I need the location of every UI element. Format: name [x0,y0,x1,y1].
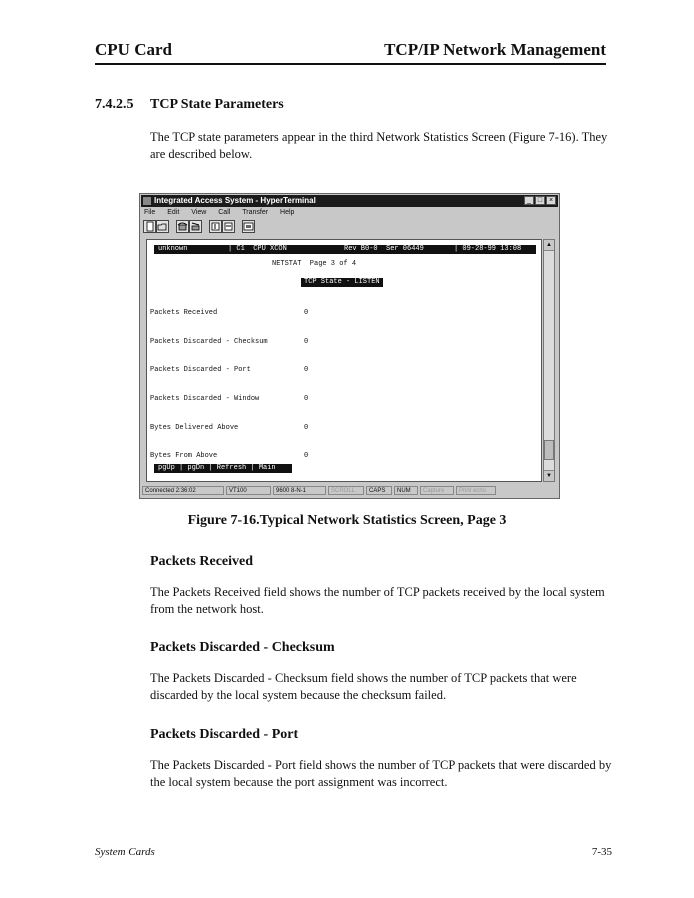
menu-transfer[interactable]: Transfer [242,209,269,216]
terminal-screen-title: NETSTAT Page 3 of 4 [272,260,357,268]
header-rule [95,63,606,65]
param-label [150,481,200,482]
param-value: 0 [304,395,309,404]
param-row [150,395,309,405]
status-print-echo: Print echo [456,486,496,495]
terminal-date: | 09-28-99 13:08 [454,245,522,253]
open-icon[interactable] [156,220,169,233]
param-row [150,481,175,482]
status-num: NUM [394,486,418,495]
maximize-button[interactable]: □ [535,196,545,205]
subsection-text: The Packets Discarded - Port field shows the number of TCP packets that were discarded by the local system because the port assignment was incorrect. [150,758,612,789]
param-label: Bytes Delivered Above [150,423,239,432]
menu-call[interactable]: Call [218,209,231,216]
terminal-host: unknown [158,245,188,253]
subsection-title: Packets Discarded - Checksum [150,640,335,655]
terminal-rev: Rev B0-0 Ser 06449 [344,245,424,253]
vertical-scrollbar[interactable] [543,239,555,482]
subsection-title: Packets Discarded - Port [150,727,299,742]
window-title: Integrated Access System - HyperTerminal [154,196,316,205]
section-title: TCP State Parameters [150,97,284,112]
param-row [150,452,309,462]
param-value: 0 [304,366,309,375]
terminal-command-keys: pgUp | pgDn | Refresh | Main [158,464,276,472]
subsection-title: Packets Received [150,554,254,569]
status-emulation: VT100 [226,486,271,495]
status-capture: Capture [420,486,454,495]
page-header-left: CPU Card [95,40,172,59]
disconnect-icon[interactable] [189,220,202,233]
menu-file[interactable]: File [144,209,156,216]
menu-help[interactable]: Help [280,209,295,216]
param-value [304,481,308,482]
param-label: Packets Discarded - Port [150,366,251,375]
footer-left: System Cards [95,846,155,858]
receive-icon[interactable] [222,220,235,233]
terminal-bottom-bar [154,464,292,473]
param-label: Packets Discarded - Checksum [150,337,268,346]
terminal-slot: | C1 CPU XCON [228,245,287,253]
status-port-settings: 9600 8-N-1 [273,486,326,495]
section-number: 7.4.2.5 [95,97,134,112]
scroll-up-icon[interactable]: ▲ [544,240,554,251]
subsection-text: The Packets Received field shows the number of TCP packets received by the local system from the network host. [150,585,605,616]
send-icon[interactable] [209,220,222,233]
phone-icon[interactable] [176,220,189,233]
window-titlebar [141,195,558,207]
section-intro: The TCP state parameters appear in the third Network Statistics Screen (Figure 7-16). They are described below. [150,130,608,161]
status-scroll: SCROLL [328,486,364,495]
new-icon[interactable] [143,220,156,233]
terminal-screen[interactable] [146,239,542,482]
page-number: 7-35 [591,846,612,858]
hyperterminal-window [139,193,560,499]
param-value: 0 [304,337,309,346]
minimize-button[interactable]: _ [524,196,534,205]
page-header-right: TCP/IP Network Management [384,40,606,59]
menu-edit[interactable]: Edit [167,209,180,216]
param-row [150,337,309,348]
menu-view[interactable]: View [191,209,207,216]
tcp-state-label: TCP State - LISTEN [301,278,383,287]
param-row [150,423,309,434]
param-label: Bytes From Above [150,452,218,461]
app-icon [143,197,151,205]
param-row [150,366,309,376]
param-value: 0 [304,452,309,461]
param-value: 0 [304,423,309,432]
figure-caption: Figure 7-16.Typical Network Statistics Screen, Page 3 [187,513,507,528]
param-label: Packets Discarded - Window [150,395,260,404]
menu-bar [142,208,302,218]
scroll-thumb[interactable] [544,440,554,460]
status-connected: Connected 2:36:02 [142,486,224,495]
scroll-down-icon[interactable]: ▼ [544,470,554,481]
properties-icon[interactable] [242,220,255,233]
param-value: 0 [304,309,309,318]
param-label: Packets Received [150,309,218,318]
terminal-top-bar [154,245,536,254]
subsection-text: The Packets Discarded - Checksum field shows the number of TCP packets that were discarded by the local system because the checksum failed. [150,671,577,702]
close-button[interactable]: × [546,196,556,205]
status-caps: CAPS [366,486,392,495]
param-row [150,309,309,319]
